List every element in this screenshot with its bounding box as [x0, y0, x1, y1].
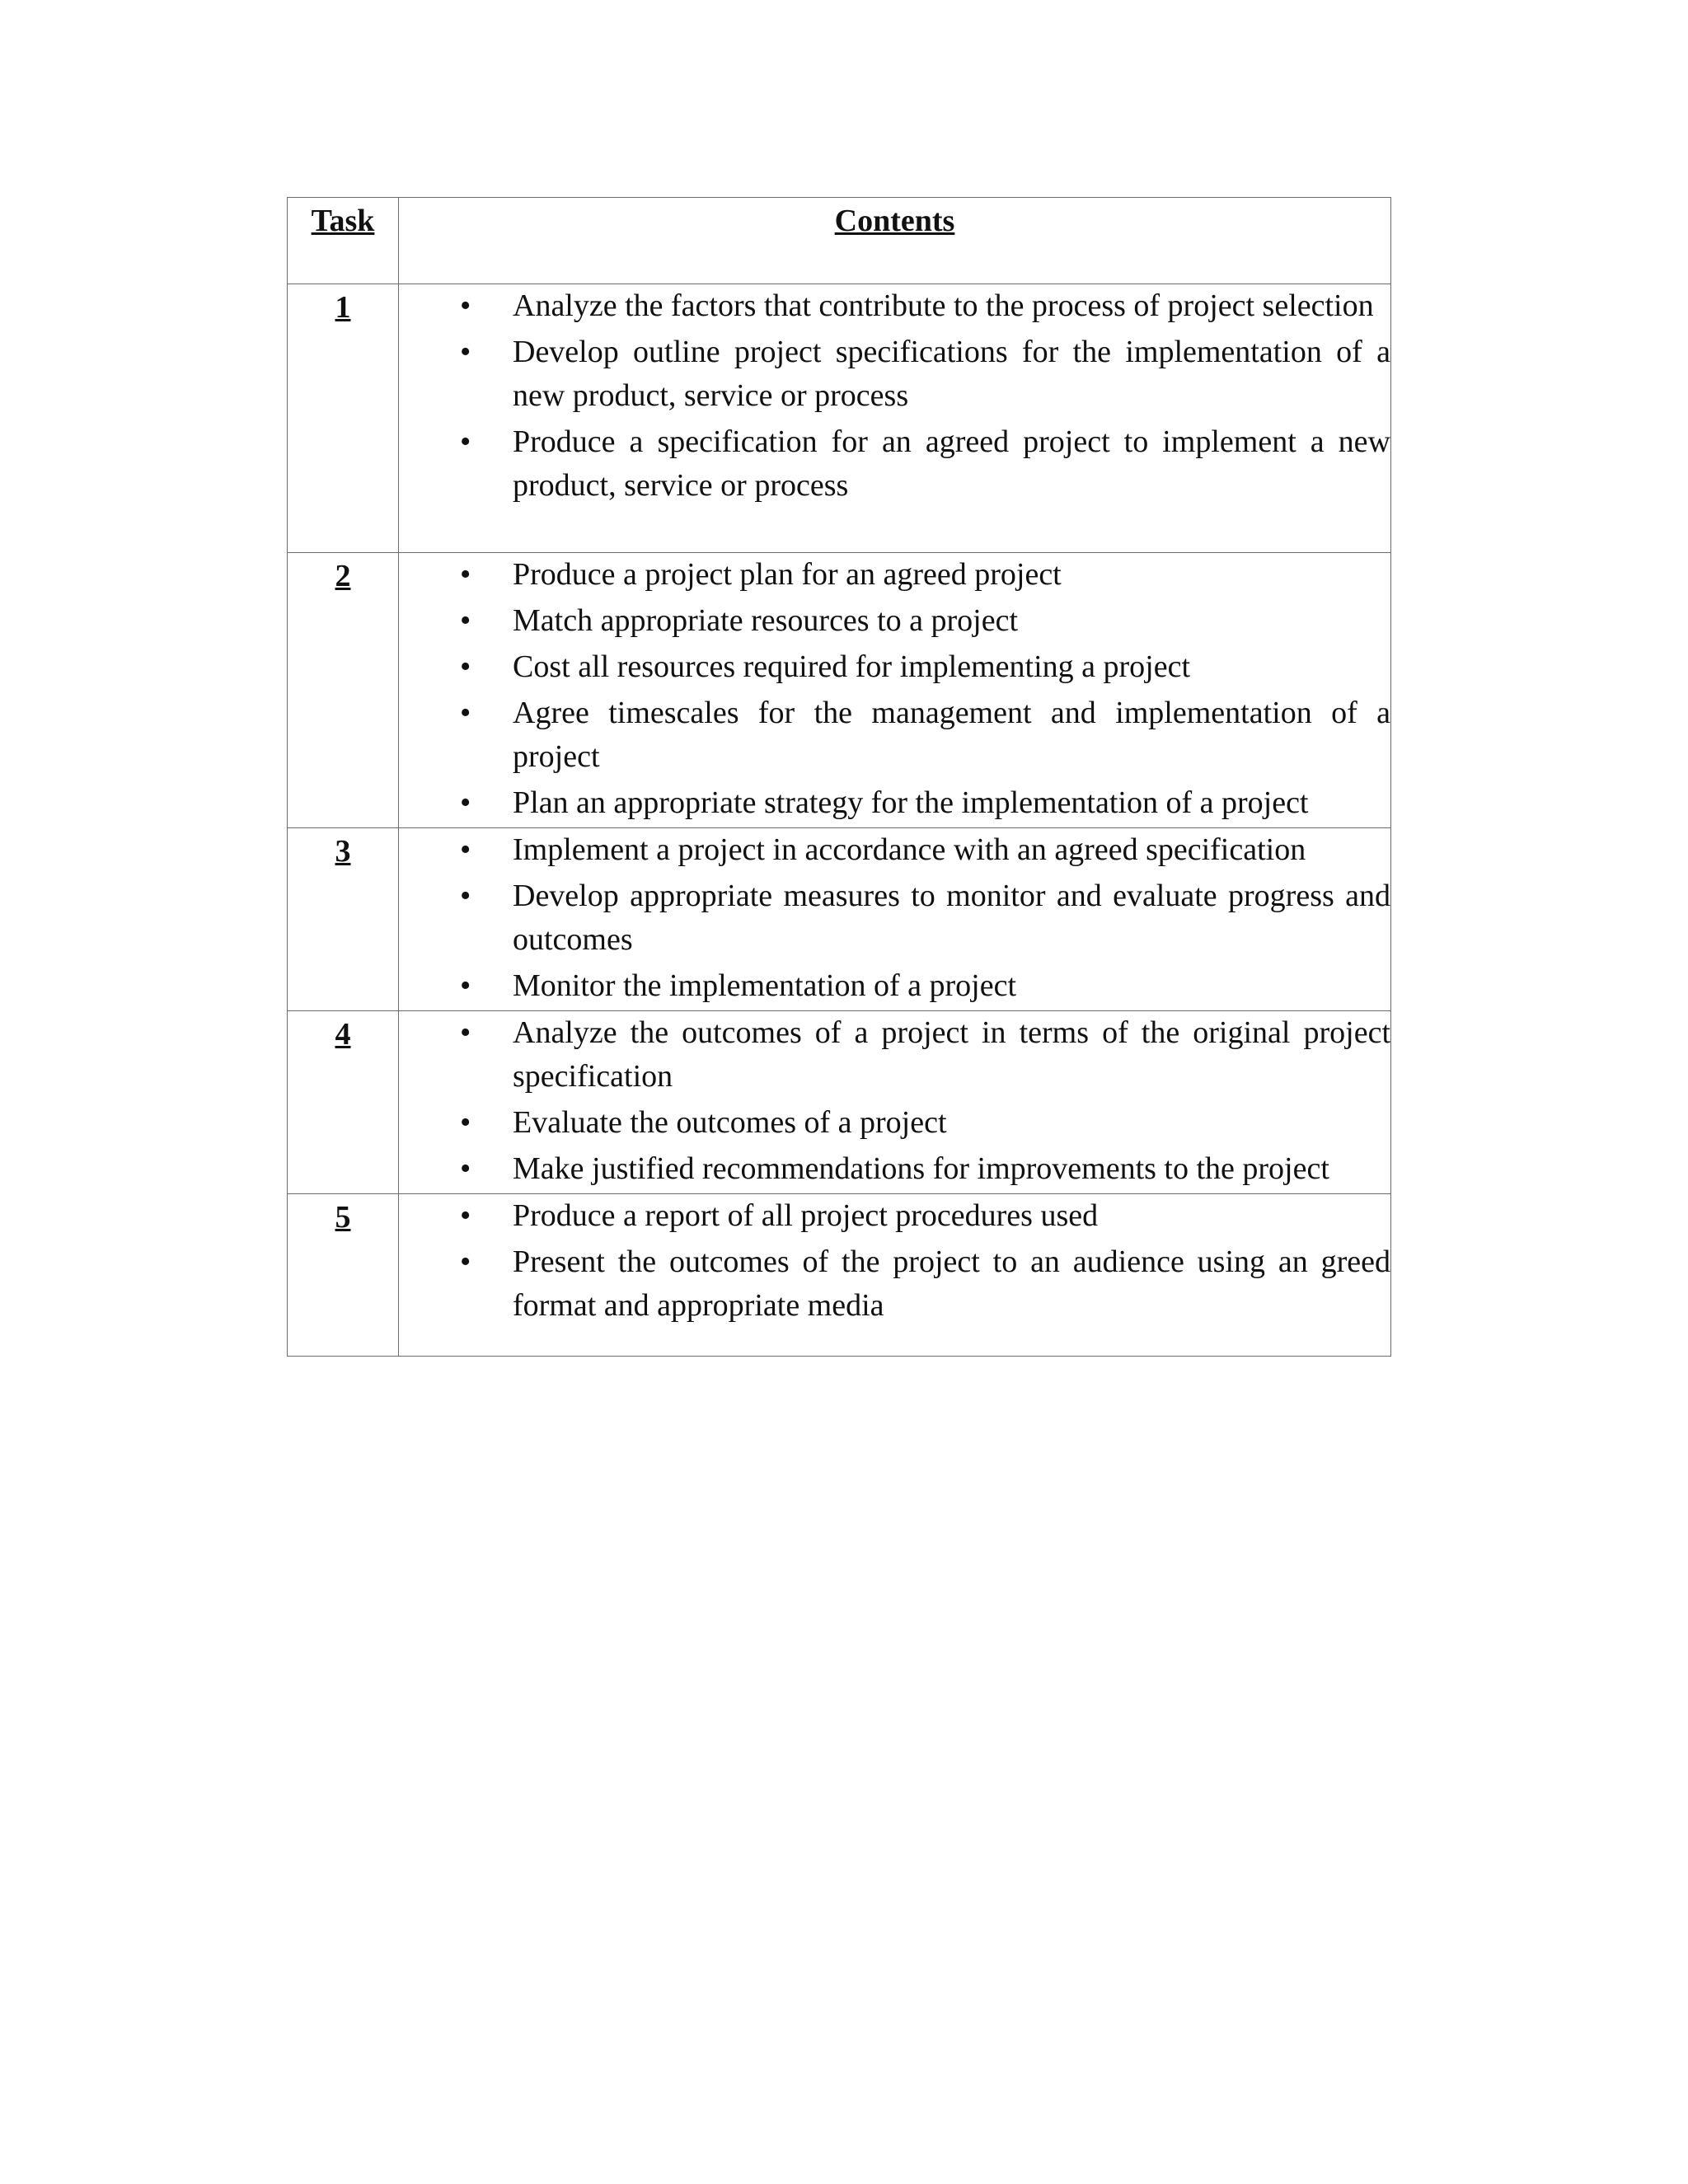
contents-cell [399, 1194, 1391, 1357]
bullet-icon: • [460, 879, 471, 913]
contents-cell [399, 553, 1391, 828]
list-item: • Produce a specification for an agreed project to implement a new product, service or process [399, 420, 1390, 508]
task-number: 4 [288, 1011, 399, 1194]
list-item: • Make justified recommendations for improvements to the project [399, 1147, 1390, 1191]
bullet-icon: • [460, 785, 471, 820]
bullet-icon: • [460, 557, 471, 592]
bullet-list [399, 828, 1390, 1008]
list-item: • Agree timescales for the management and implementation of a project [399, 691, 1390, 779]
list-item: • Present the outcomes of the project to an audience using an greed format and appropriate media [399, 1240, 1390, 1328]
bullet-icon: • [460, 968, 471, 1003]
list-item: • Implement a project in accordance with an agreed specification [399, 828, 1390, 872]
table-row [288, 553, 1391, 828]
bullet-icon: • [460, 1105, 471, 1140]
list-item: • Develop outline project specifications for the implementation of a new product, service or process [399, 330, 1390, 418]
task-number: 3 [288, 828, 399, 1011]
table-row [288, 1194, 1391, 1357]
table-row [288, 828, 1391, 1011]
bullet-icon: • [460, 1015, 471, 1050]
bullet-icon: • [460, 1151, 471, 1186]
bullet-icon: • [460, 1244, 471, 1279]
list-item: • Produce a project plan for an agreed project [399, 553, 1390, 597]
table-header-row [288, 198, 1391, 284]
list-item: • Produce a report of all project procedures used [399, 1194, 1390, 1238]
bullet-icon: • [460, 603, 471, 638]
bullet-icon: • [460, 335, 471, 369]
bullet-list [399, 553, 1390, 825]
contents-cell [399, 284, 1391, 553]
bullet-list [399, 284, 1390, 508]
task-number: 5 [288, 1194, 399, 1357]
header-contents: Contents [399, 198, 1391, 284]
bullet-icon: • [460, 696, 471, 730]
table-row [288, 284, 1391, 553]
list-item: • Cost all resources required for implementing a project [399, 645, 1390, 689]
bullet-icon: • [460, 832, 471, 867]
task-number: 1 [288, 284, 399, 553]
bullet-icon: • [460, 424, 471, 459]
list-item: • Match appropriate resources to a project [399, 599, 1390, 643]
table-row [288, 1011, 1391, 1194]
list-item: • Plan an appropriate strategy for the implementation of a project [399, 781, 1390, 825]
bullet-icon: • [460, 288, 471, 323]
list-item: • Monitor the implementation of a project [399, 964, 1390, 1008]
list-item: • Evaluate the outcomes of a project [399, 1101, 1390, 1145]
bullet-list [399, 1011, 1390, 1191]
list-item: • Analyze the factors that contribute to the process of project selection [399, 284, 1390, 328]
bullet-icon: • [460, 1198, 471, 1233]
header-task: Task [288, 198, 399, 284]
contents-cell [399, 1011, 1391, 1194]
task-number: 2 [288, 553, 399, 828]
contents-cell [399, 828, 1391, 1011]
bullet-icon: • [460, 649, 471, 684]
list-item: • Develop appropriate measures to monitor and evaluate progress and outcomes [399, 874, 1390, 962]
task-contents-table [287, 197, 1391, 1357]
bullet-list [399, 1194, 1390, 1328]
list-item: • Analyze the outcomes of a project in terms of the original project specification [399, 1011, 1390, 1099]
